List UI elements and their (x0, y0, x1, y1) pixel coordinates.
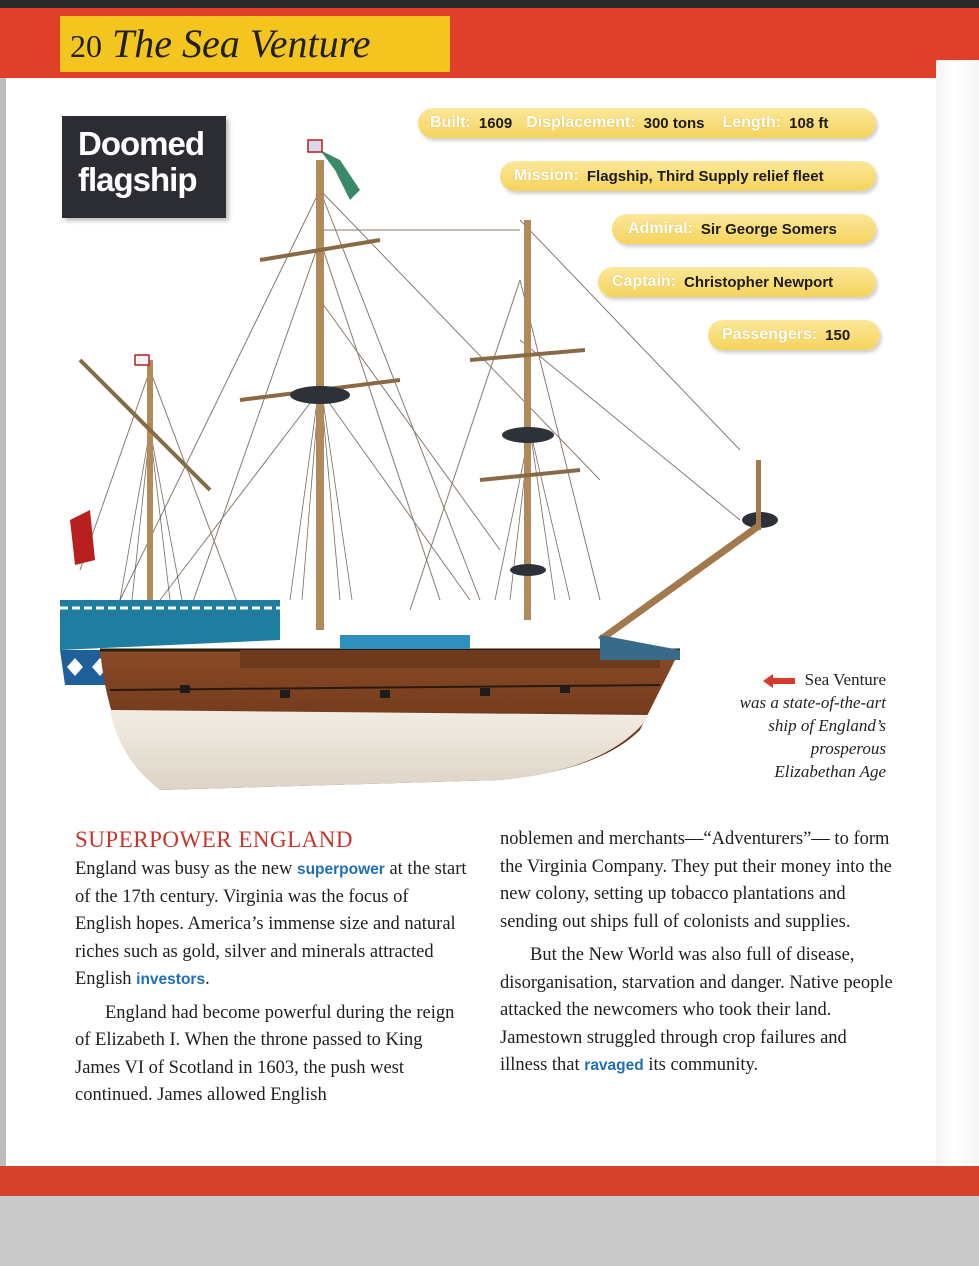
displacement-value: 300 tons (643, 114, 705, 132)
feature-title-box (62, 116, 226, 218)
caption-line1: was a state-of-the-art (739, 693, 886, 712)
passengers-value: 150 (825, 326, 851, 344)
paragraph-4-text-b: its community. (643, 1055, 759, 1075)
admiral-label: Admiral: (628, 220, 693, 237)
caption-line2: ship of England’s (768, 716, 886, 735)
captain-label: Captain: (612, 273, 676, 290)
feature-title-line2: flagship (78, 161, 197, 198)
background-surface (0, 1196, 979, 1266)
footer-band (0, 1166, 979, 1196)
fact-pill-passengers (708, 320, 880, 350)
caption-line4: Elizabethan Age (774, 762, 886, 781)
paragraph-1-text-b: at the start of the 17th century. Virginia was the focus of English hopes. America’s immense size and natural riches such as gold, silver and minerals attracted English (75, 859, 467, 989)
built-value: 1609 (478, 114, 513, 132)
caption-ship-name: Sea Venture (804, 670, 886, 689)
paragraph-4 (500, 942, 895, 1080)
fact-pill-captain (598, 267, 876, 297)
paragraph-2: England had become powerful during the reign of Elizabeth I. When the throne passed to King James VI of Scotland in 1603, the push west continued. James allowed English (75, 1002, 455, 1105)
page-number: 20 (70, 28, 102, 64)
keyword-superpower[interactable]: superpower (296, 861, 385, 878)
article-column-left (75, 826, 467, 1110)
image-caption (700, 668, 886, 783)
paragraph-1 (75, 856, 467, 994)
mission-label: Mission: (514, 167, 579, 184)
length-value: 108 ft (789, 114, 829, 132)
fact-pill-specs (418, 108, 876, 138)
paragraph-4-text-a: But the New World was also full of disease, disorganisation, starvation and danger. Native people attacked the newcomers who took their land. Jamestown struggled through crop failures and illness that (500, 945, 893, 1075)
captain-value: Christopher Newport (684, 273, 834, 291)
keyword-investors[interactable]: investors (136, 971, 206, 988)
caption-line3: prosperous (810, 739, 886, 758)
paragraph-3: noblemen and merchants—“Adventurers”— to form the Virginia Company. They put their money into the new colony, setting up tobacco plantations and sending out ships full of colonists and supplies. (500, 829, 892, 932)
feature-title-line1: Doomed (78, 125, 204, 162)
article-column-right (500, 826, 895, 1080)
keyword-ravaged[interactable]: ravaged (584, 1057, 644, 1074)
length-label: Length: (722, 114, 782, 131)
paragraph-1-text-c: . (205, 969, 210, 989)
section-heading: SUPERPOWER ENGLAND (75, 827, 353, 852)
built-label: Built: (430, 114, 471, 131)
page-gutter (936, 60, 979, 1175)
chapter-title: The Sea Venture (112, 21, 371, 66)
displacement-label: Displacement: (526, 114, 636, 131)
passengers-label: Passengers: (722, 326, 818, 343)
admiral-value: Sir George Somers (700, 220, 837, 238)
arrow-left-icon (763, 674, 795, 688)
page-header (70, 20, 370, 67)
fact-pill-mission (500, 161, 876, 191)
paragraph-1-text-a: England was busy as the new (75, 859, 297, 879)
fact-pill-admiral (612, 214, 876, 244)
mission-value: Flagship, Third Supply relief fleet (586, 167, 824, 185)
